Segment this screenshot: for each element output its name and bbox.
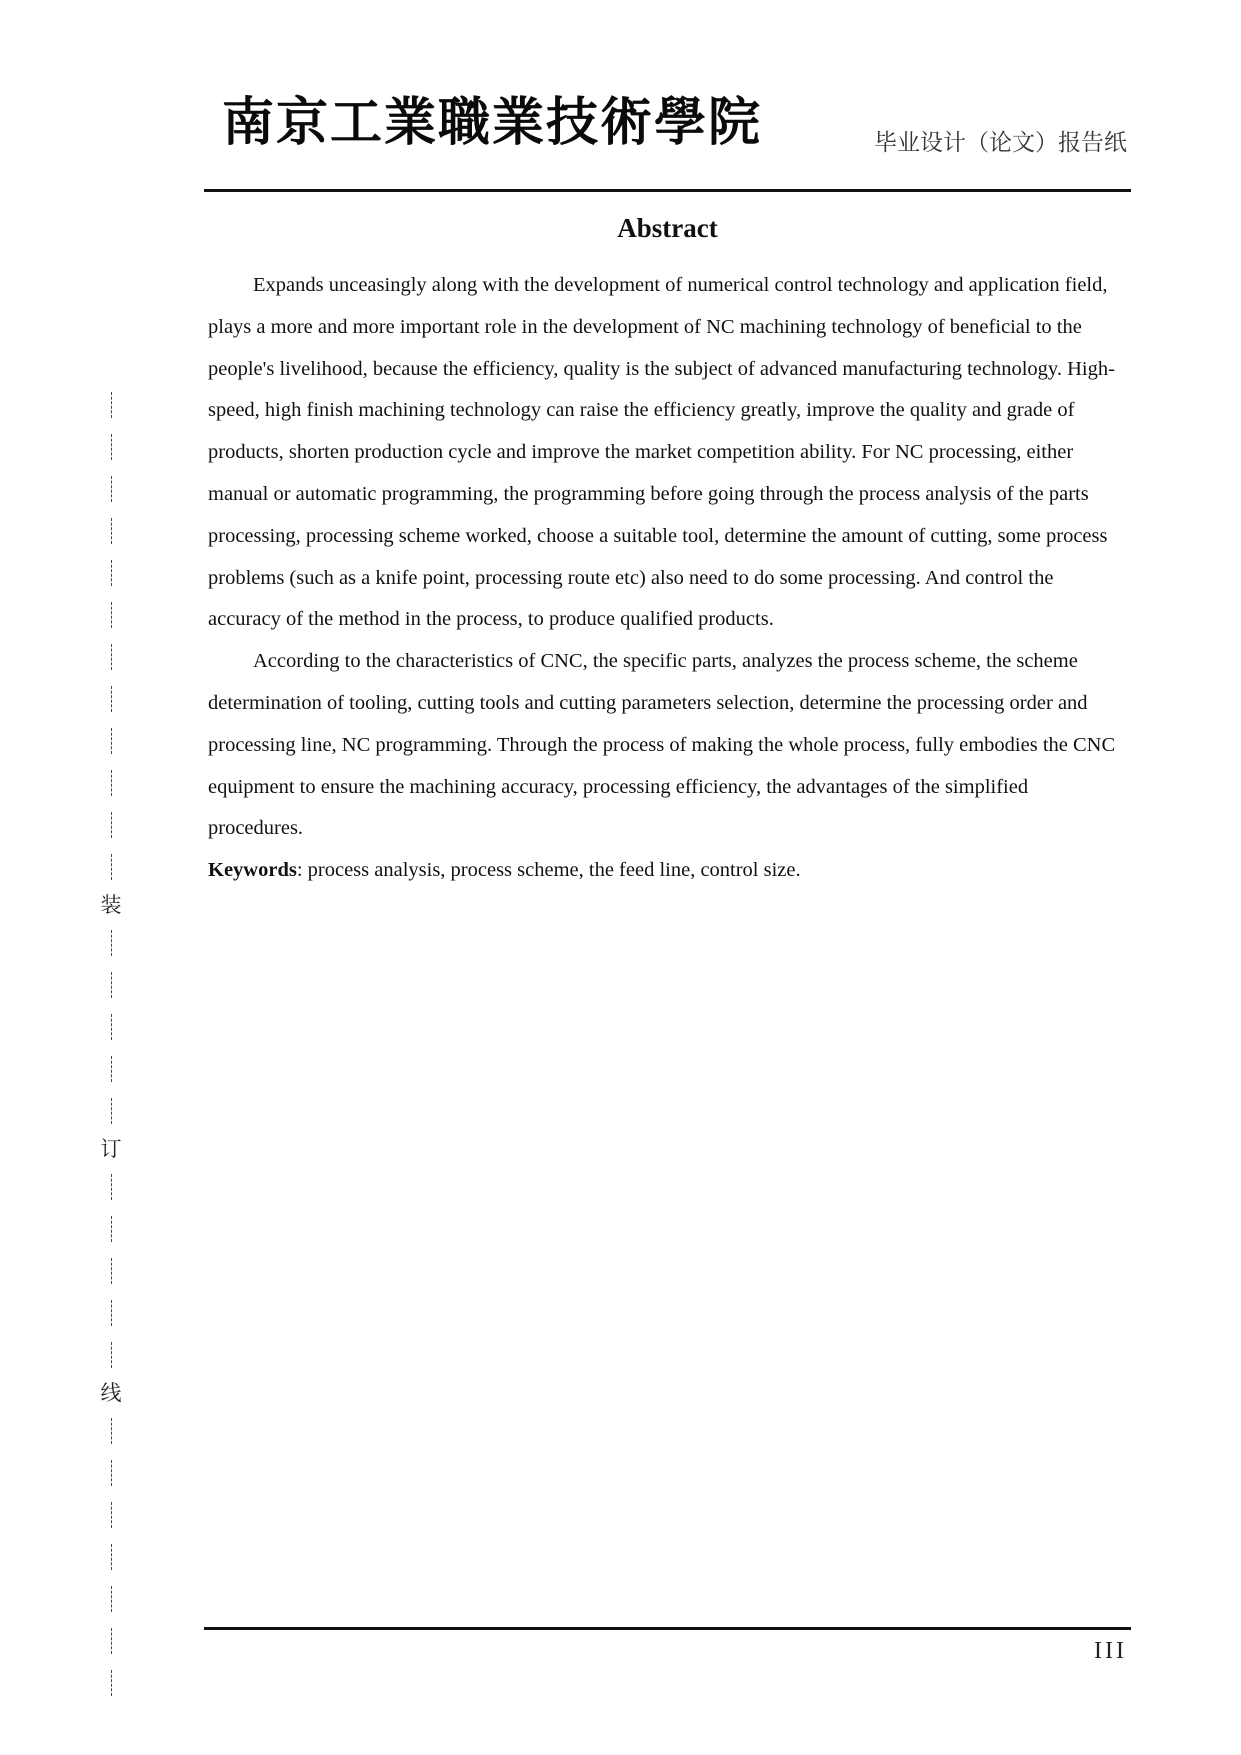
binding-dash [111, 392, 112, 418]
binding-dash [111, 1014, 112, 1040]
binding-char-ding: 订 [100, 1137, 122, 1161]
binding-dash [111, 1342, 112, 1368]
page-title: Abstract [617, 213, 718, 243]
binding-dash [111, 476, 112, 502]
footer-rule [204, 1627, 1131, 1630]
binding-dash [111, 1460, 112, 1486]
keywords-label: Keywords [208, 859, 297, 882]
binding-char-xian: 线 [100, 1381, 122, 1405]
binding-dash [111, 560, 112, 586]
abstract-body [208, 265, 1126, 892]
binding-dash [111, 1586, 112, 1612]
binding-char-zhuang: 装 [100, 893, 122, 917]
binding-dash [111, 728, 112, 754]
binding-dash [111, 1418, 112, 1444]
header-rule [204, 189, 1131, 192]
binding-dash [111, 972, 112, 998]
binding-dash [111, 1216, 112, 1242]
binding-dash [111, 854, 112, 880]
abstract-paragraph-1: Expands unceasingly along with the development of numerical control technology and application field, plays a more and more important role in the development of NC machining technology of beneficial to the people's livelihood, because the efficiency, quality is the subject of advanced manufacturing technology. High-speed, high finish machining technology can raise the efficiency greatly, improve the quality and grade of products, shorten production cycle and improve the market competition ability. For NC processing, either manual or automatic programming, the programming before going through the process analysis of the parts processing, processing scheme worked, choose a suitable tool, determine the amount of cutting, some process problems (such as a knife point, processing route etc) also need to do some processing. And control the accuracy of the method in the process, to produce qualified products. [208, 274, 1115, 631]
binding-dash [111, 812, 112, 838]
keywords-separator: : [296, 859, 303, 882]
keywords-text: process analysis, process scheme, the feed line, control size. [302, 859, 801, 882]
page-number: III [1094, 1638, 1127, 1664]
binding-dash [111, 644, 112, 670]
keywords-line [208, 850, 1126, 892]
binding-dash [111, 434, 112, 460]
binding-dash [111, 1056, 112, 1082]
binding-dash [111, 1670, 112, 1696]
binding-dash [111, 1628, 112, 1654]
binding-dash [111, 1098, 112, 1124]
binding-dash [111, 686, 112, 712]
binding-dash [111, 1300, 112, 1326]
abstract-paragraph-2: According to the characteristics of CNC, the specific parts, analyzes the process scheme, the scheme determination of tooling, cutting tools and cutting parameters selection, determine the processing order and processing line, NC programming. Through the process of making the whole process, fully embodies the CNC equipment to ensure the machining accuracy, processing efficiency, the advantages of the simplified procedures. [208, 650, 1116, 840]
binding-dash [111, 1502, 112, 1528]
binding-dash [111, 602, 112, 628]
binding-dash [111, 1174, 112, 1200]
binding-dash [111, 1258, 112, 1284]
binding-dash [111, 518, 112, 544]
binding-dash [111, 930, 112, 956]
document-type-label: 毕业设计（论文）报告纸 [874, 130, 1127, 156]
binding-margin [96, 384, 126, 1755]
binding-dash [111, 770, 112, 796]
institution-logo: 南京工業職業技術學院 [222, 92, 763, 153]
binding-dash [111, 1544, 112, 1570]
